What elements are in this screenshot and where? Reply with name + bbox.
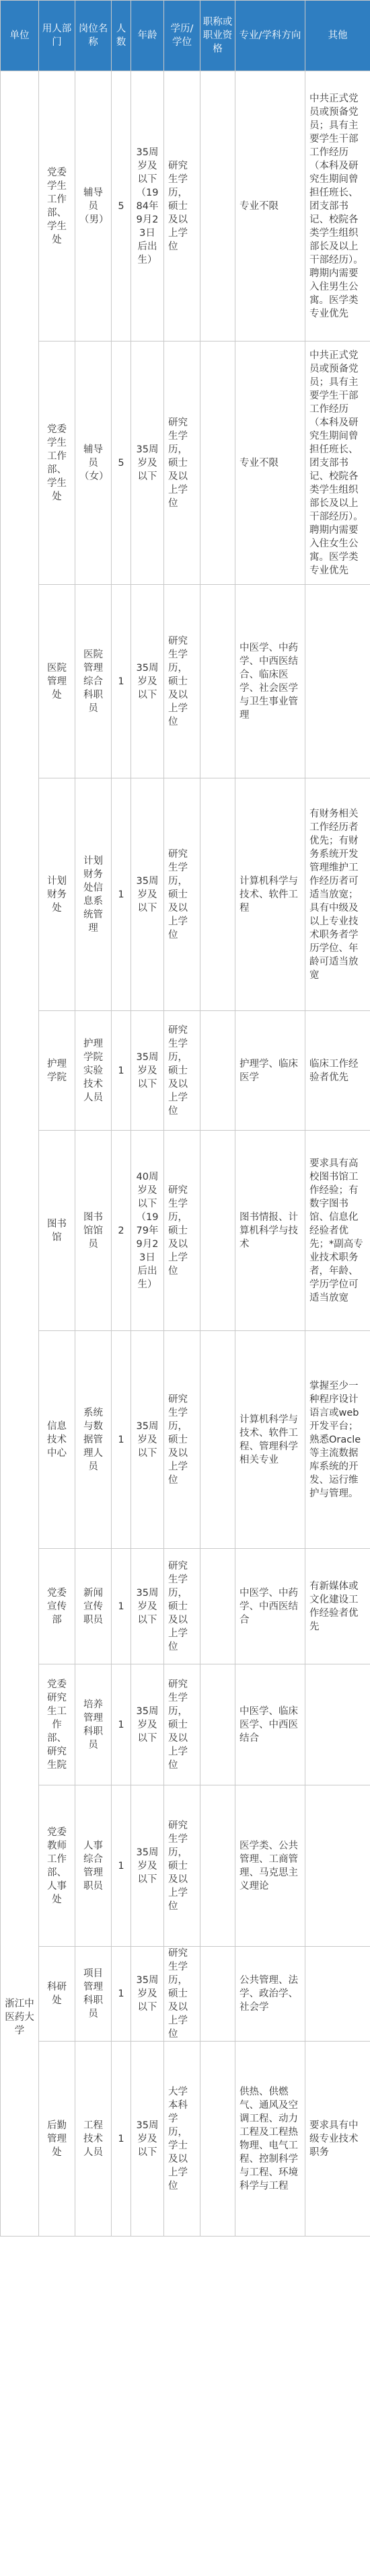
major-cell: 中医学、临床医学、中西医结合 xyxy=(235,1664,305,1785)
age-cell: 35周岁及以下 xyxy=(131,1331,164,1549)
age-cell: 35周岁及以下 xyxy=(131,1664,164,1785)
dept-cell: 党委研究生工作部、研究生院 xyxy=(39,1664,75,1785)
position-cell: 辅导员（男） xyxy=(75,71,112,341)
title-cell xyxy=(200,585,235,778)
age-cell: 35周岁及以下 xyxy=(131,341,164,585)
dept-cell: 后勤管理处 xyxy=(39,2042,75,2237)
other-cell: 临床工作经验者优先 xyxy=(305,1011,370,1131)
header-row xyxy=(1,1,370,71)
count-cell: 1 xyxy=(112,1549,131,1664)
dept-cell: 图书馆 xyxy=(39,1131,75,1331)
degree-cell: 研究生学历，硕士及以上学位 xyxy=(164,585,200,778)
table-row xyxy=(1,2042,370,2237)
title-cell xyxy=(200,341,235,585)
count-cell: 1 xyxy=(112,1785,131,1947)
title-cell xyxy=(200,2042,235,2237)
major-cell: 公共管理、法学、政治学、社会学 xyxy=(235,1947,305,2042)
dept-cell: 医院管理处 xyxy=(39,585,75,778)
major-cell: 中医学、中药学、中西医结合、临床医学、社会医学与卫生事业管理 xyxy=(235,585,305,778)
title-cell xyxy=(200,1785,235,1947)
dept-cell: 护理学院 xyxy=(39,1011,75,1131)
header-dept: 用人部门 xyxy=(39,1,75,71)
table-row xyxy=(1,585,370,778)
other-cell xyxy=(305,1664,370,1785)
other-cell xyxy=(305,1947,370,2042)
degree-cell: 研究生学历，硕士及以上学位 xyxy=(164,1947,200,2042)
dept-cell: 党委学生工作部、学生处 xyxy=(39,341,75,585)
other-cell: 要求具有高校图书馆工作经验；有数字图书馆、信息化经验者优先；*副高专业技术职务者，年龄、学历学位可适当放宽 xyxy=(305,1131,370,1331)
title-cell xyxy=(200,1331,235,1549)
header-major: 专业/学科方向 xyxy=(235,1,305,71)
title-cell xyxy=(200,1664,235,1785)
other-cell xyxy=(305,585,370,778)
header-age: 年龄 xyxy=(131,1,164,71)
position-cell: 系统与数据管理人员 xyxy=(75,1331,112,1549)
age-cell: 40周岁及以下（1979年9月23日后出生） xyxy=(131,1131,164,1331)
position-cell: 新闻宣传职员 xyxy=(75,1549,112,1664)
position-cell: 培养管理科职员 xyxy=(75,1664,112,1785)
other-cell xyxy=(305,1785,370,1947)
age-cell: 35周岁及以下 xyxy=(131,1947,164,2042)
count-cell: 1 xyxy=(112,778,131,1011)
degree-cell: 研究生学历，硕士及以上学位 xyxy=(164,778,200,1011)
count-cell: 5 xyxy=(112,341,131,585)
major-cell: 护理学、临床医学 xyxy=(235,1011,305,1131)
dept-cell: 科研处 xyxy=(39,1947,75,2042)
degree-cell: 研究生学历，硕士及以上学位 xyxy=(164,1331,200,1549)
degree-cell: 研究生学历，硕士及以上学位 xyxy=(164,1549,200,1664)
count-cell: 5 xyxy=(112,71,131,341)
other-cell: 中共正式党员或预备党员；具有主要学生干部工作经历（本科及研究生期间曾担任班长、团支部书记、校院各类学生组织部长及以上干部经历）。聘期内需要入住男生公寓。医学类专业优先 xyxy=(305,71,370,341)
age-cell: 35周岁及以下 xyxy=(131,1011,164,1131)
header-position: 岗位名称 xyxy=(75,1,112,71)
degree-cell: 研究生学历，硕士及以上学位 xyxy=(164,1131,200,1331)
major-cell: 供热、供燃气、通风及空调工程、动力工程及工程热物理、电气工程、控制科学与工程、环境科学与工程 xyxy=(235,2042,305,2237)
table-row xyxy=(1,341,370,585)
major-cell: 专业不限 xyxy=(235,71,305,341)
table-row xyxy=(1,1664,370,1785)
header-degree: 学历/学位 xyxy=(164,1,200,71)
dept-cell: 党委教师工作部、人事处 xyxy=(39,1785,75,1947)
title-cell xyxy=(200,71,235,341)
degree-cell: 研究生学历，硕士及以上学位 xyxy=(164,71,200,341)
position-cell: 护理学院实验技术人员 xyxy=(75,1011,112,1131)
dept-cell: 信息技术中心 xyxy=(39,1331,75,1549)
position-cell: 项目管理科职员 xyxy=(75,1947,112,2042)
count-cell: 1 xyxy=(112,1331,131,1549)
position-cell: 计划财务处信息系统管理 xyxy=(75,778,112,1011)
header-other: 其他 xyxy=(305,1,370,71)
table-row xyxy=(1,1331,370,1549)
table-row xyxy=(1,1011,370,1131)
table-row xyxy=(1,71,370,341)
major-cell: 计算机科学与技术、软件工程 xyxy=(235,778,305,1011)
count-cell: 2 xyxy=(112,1131,131,1331)
table-row xyxy=(1,1947,370,2042)
degree-cell: 研究生学历，硕士及以上学位 xyxy=(164,1664,200,1785)
degree-cell: 研究生学历，硕士及以上学位 xyxy=(164,341,200,585)
table-row xyxy=(1,1549,370,1664)
age-cell: 35周岁及以下 xyxy=(131,778,164,1011)
position-cell: 医院管理综合科职员 xyxy=(75,585,112,778)
title-cell xyxy=(200,1011,235,1131)
dept-cell: 党委学生工作部、学生处 xyxy=(39,71,75,341)
age-cell: 35周岁及以下（1984年9月23日后出生） xyxy=(131,71,164,341)
unit-cell: 浙江中医药大学 xyxy=(1,71,39,2237)
position-cell: 工程技术人员 xyxy=(75,2042,112,2237)
table-row xyxy=(1,1785,370,1947)
count-cell: 1 xyxy=(112,585,131,778)
age-cell: 35周岁及以下 xyxy=(131,1785,164,1947)
major-cell: 专业不限 xyxy=(235,341,305,585)
other-cell: 有财务相关工作经历者优先；有财务系统开发管理维护工作经历者可适当放宽；具有中级及以上专业技术职务者学历学位、年龄可适当放宽 xyxy=(305,778,370,1011)
other-cell: 中共正式党员或预备党员；具有主要学生干部工作经历（本科及研究生期间曾担任班长、团支部书记、校院各类学生组织部长及以上干部经历）。聘期内需要入住女生公寓。医学类专业优先 xyxy=(305,341,370,585)
major-cell: 医学类、公共管理、工商管理、马克思主义理论 xyxy=(235,1785,305,1947)
header-count: 人数 xyxy=(112,1,131,71)
count-cell: 1 xyxy=(112,1011,131,1131)
other-cell: 要求具有中级专业技术职务 xyxy=(305,2042,370,2237)
age-cell: 35周岁及以下 xyxy=(131,585,164,778)
table-row xyxy=(1,778,370,1011)
degree-cell: 研究生学历，硕士及以上学位 xyxy=(164,1785,200,1947)
age-cell: 35周岁及以下 xyxy=(131,1549,164,1664)
age-cell: 35周岁及以下 xyxy=(131,2042,164,2237)
position-cell: 人事综合管理职员 xyxy=(75,1785,112,1947)
dept-cell: 党委宣传部 xyxy=(39,1549,75,1664)
other-cell: 掌握至少一种程序设计语言或web开发平台；熟悉Oracle等主流数据库系统的开发、运行维护与管理。 xyxy=(305,1331,370,1549)
dept-cell: 计划财务处 xyxy=(39,778,75,1011)
title-cell xyxy=(200,1131,235,1331)
major-cell: 中医学、中药学、中西医结合 xyxy=(235,1549,305,1664)
title-cell xyxy=(200,1549,235,1664)
major-cell: 图书情报、计算机科学与技术 xyxy=(235,1131,305,1331)
degree-cell: 研究生学历，硕士及以上学位 xyxy=(164,1011,200,1131)
position-cell: 图书馆馆员 xyxy=(75,1131,112,1331)
position-cell: 辅导员（女） xyxy=(75,341,112,585)
degree-cell: 大学本科学历，学士及以上学位 xyxy=(164,2042,200,2237)
header-title: 职称或职业资格 xyxy=(200,1,235,71)
major-cell: 计算机科学与技术、软件工程、管理科学相关专业 xyxy=(235,1331,305,1549)
other-cell: 有新媒体或文化建设工作经验者优先 xyxy=(305,1549,370,1664)
title-cell xyxy=(200,778,235,1011)
table-row xyxy=(1,1131,370,1331)
header-unit: 单位 xyxy=(1,1,39,71)
count-cell: 1 xyxy=(112,2042,131,2237)
title-cell xyxy=(200,1947,235,2042)
count-cell: 1 xyxy=(112,1664,131,1785)
count-cell: 1 xyxy=(112,1947,131,2042)
